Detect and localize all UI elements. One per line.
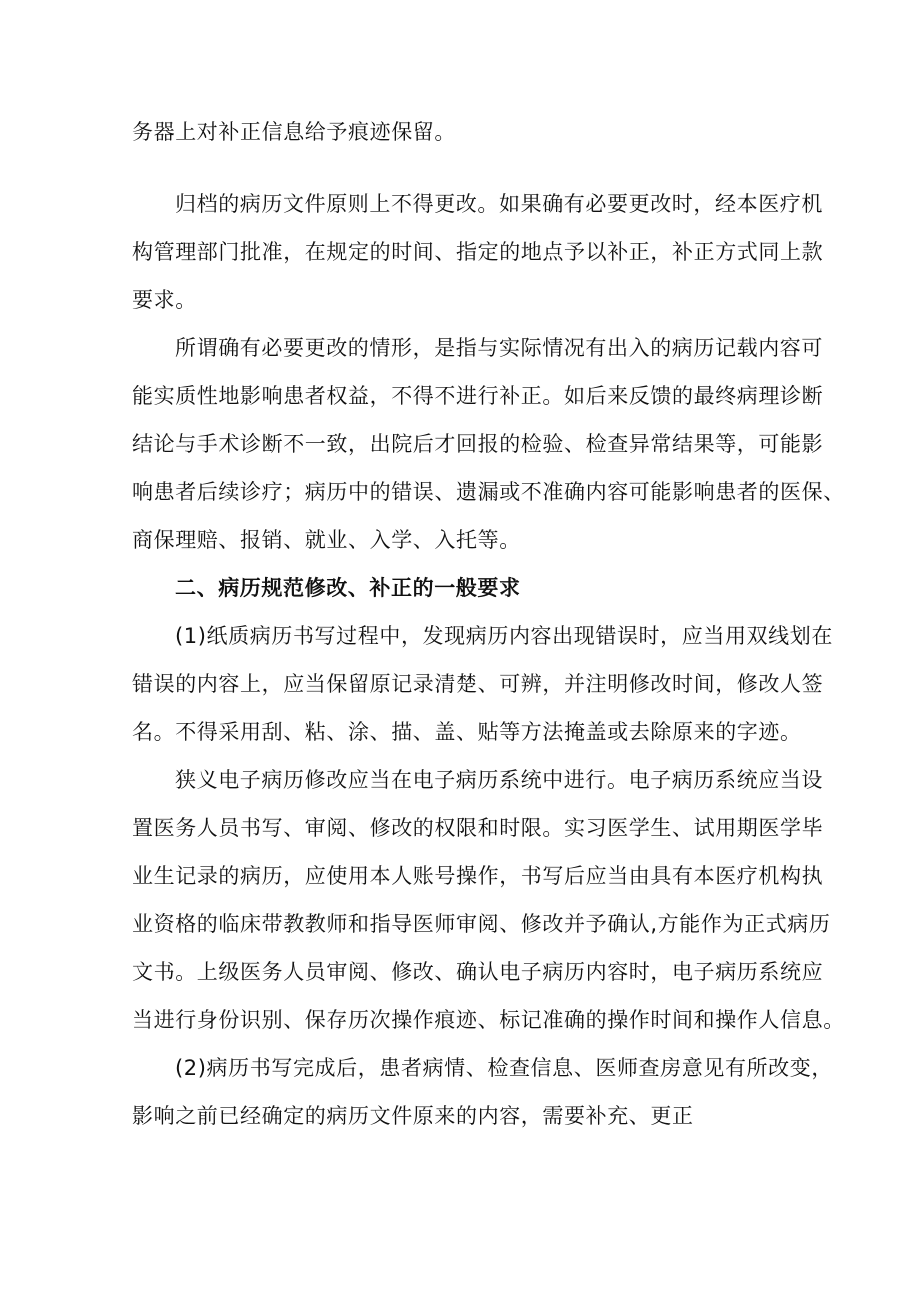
text-line: 错误的内容上，应当保留原记录清楚、可辨，并注明修改时间，修改人签 [132, 672, 824, 696]
text-line: 业资格的临床带教教师和指导医师审阅、修改并予确认,方能作为正式病历 [132, 912, 831, 936]
text-line: 归档的病历文件原则上不得更改。如果确有必要更改时，经本医疗机 [175, 192, 823, 216]
text-line: 置医务人员书写、审阅、修改的权限和时限。实习医学生、试用期医学毕 [132, 816, 824, 840]
section-heading: 二、病历规范修改、补正的一般要求 [175, 576, 521, 600]
text-line: 能实质性地影响患者权益，不得不进行补正。如后来反馈的最终病理诊断 [132, 384, 824, 408]
text-line: 文书。上级医务人员审阅、修改、确认电子病历内容时，电子病历系统应 [132, 960, 824, 984]
text-line: 务器上对补正信息给予痕迹保留。 [132, 120, 456, 144]
text-line: (2)病历书写完成后，患者病情、检查信息、医师查房意见有所改变， [175, 1056, 833, 1080]
text-line: 要求。 [132, 288, 197, 312]
text-line: 影响之前已经确定的病历文件原来的内容，需要补充、更正 [132, 1104, 694, 1128]
text-line: 响患者后续诊疗；病历中的错误、遗漏或不准确内容可能影响患者的医保、 [132, 480, 845, 504]
text-line: 结论与手术诊断不一致，出院后才回报的检验、检查异常结果等，可能影 [132, 432, 824, 456]
text-line: 商保理赔、报销、就业、入学、入托等。 [132, 528, 521, 552]
text-line: 构管理部门批准，在规定的时间、指定的地点予以补正，补正方式同上款 [132, 240, 824, 264]
text-line: 所谓确有必要更改的情形，是指与实际情况有出入的病历记载内容可 [175, 336, 823, 360]
text-line: 业生记录的病历，应使用本人账号操作，书写后应当由具有本医疗机构执 [132, 864, 824, 888]
text-line: (1)纸质病历书写过程中，发现病历内容出现错误时，应当用双线划在 [175, 624, 833, 648]
text-line: 名。不得采用刮、粘、涂、描、盖、贴等方法掩盖或去除原来的字迹。 [132, 720, 802, 744]
text-line: 狭义电子病历修改应当在电子病历系统中进行。电子病历系统应当设 [175, 768, 823, 792]
text-line: 当进行身份识别、保存历次操作痕迹、标记准确的操作时间和操作人信息。 [132, 1008, 845, 1032]
